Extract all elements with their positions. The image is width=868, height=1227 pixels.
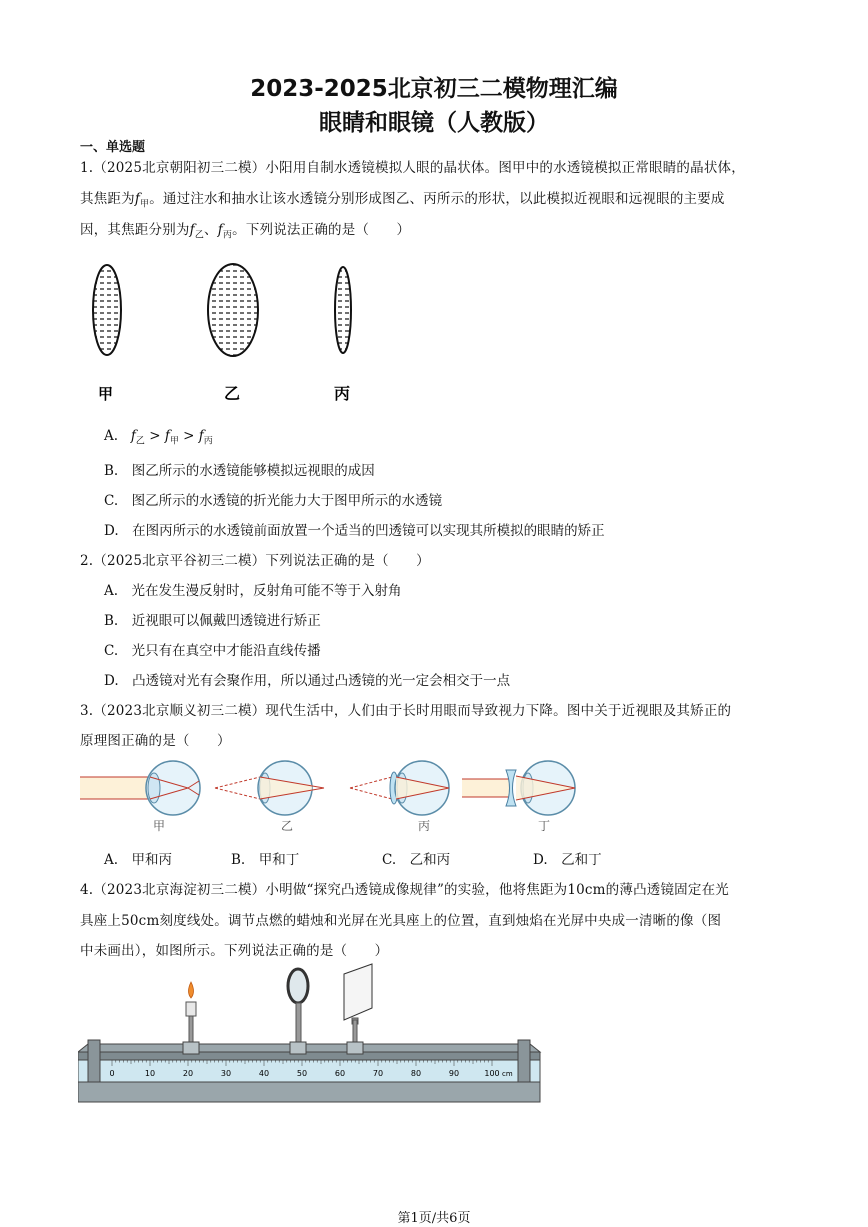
q3-stem-line2: 原理图正确的是（ ） [80,733,231,749]
lens-bing [335,267,351,353]
figure-label-jia: 甲 [153,819,166,833]
subscript: 丙 [203,436,213,447]
subscript: 甲 [169,436,179,447]
q3-stem-line1: 3.（2023北京顺义初三二模）现代生活中，人们由于长时用眼而导致视力下降。图中关于近视眼及其矫正的 [80,703,732,719]
scale-unit: cm [502,1070,513,1078]
option-letter: A. [104,428,119,444]
eye-diagram-ding [462,761,575,815]
scale-label: 20 [182,1069,194,1078]
focal-symbol: f [189,222,195,238]
subscript: 甲 [140,199,150,210]
q4-stem-line1: 4.（2023北京海淀初三二模）小明做“探究凸透镜成像规律”的实验，他将焦距为10cm的薄凸透镜固定在光 [80,882,729,898]
scale-label: 70 [372,1069,384,1078]
focal-symbol: f [198,428,204,444]
focal-symbol: f [164,428,170,444]
figure-label-bing: 丙 [418,819,431,833]
scale-label: 40 [258,1069,270,1078]
q1-lens-figure [85,262,375,412]
q1-text: 。下列说法正确的是（ ） [232,222,411,238]
eye-diagram-bing [350,761,449,815]
focal-symbol: f [217,222,223,238]
q1-stem-line3 [80,218,410,241]
figure-label-ding: 丁 [538,819,551,833]
q1-stem-line2 [80,187,725,210]
q1-text: 。通过注水和抽水让该水透镜分别形成图乙、丙所示的形状，以此模拟近视眼和远视眼的主要成 [149,191,725,207]
figure-label-yi: 乙 [281,819,294,833]
q2-stem: 2.（2025北京平谷初三二模）下列说法正确的是（ ） [80,553,430,569]
scale-label: 90 [448,1069,460,1078]
focal-symbol: f [134,191,141,207]
scale-label: 30 [220,1069,232,1078]
flame-icon [189,982,194,998]
q3-option-b[interactable]: B. 甲和丁 [231,852,300,868]
page-title-line1: 2023-2025北京初三二模物理汇编 [250,76,618,102]
q1-option-c[interactable]: C. 图乙所示的水透镜的折光能力大于图甲所示的水透镜 [104,493,443,509]
q1-text: 其焦距为 [80,191,135,207]
figure-label-jia: 甲 [98,385,114,403]
subscript: 乙 [194,230,205,241]
scale-label: 100 [484,1069,500,1078]
lens-yi [208,264,258,356]
q4-stem-line3: 中未画出），如图所示。下列说法正确的是（ ） [80,943,389,959]
focal-symbol: f [130,428,136,444]
gt-sign: > [178,428,199,444]
q1-text: 因，其焦距分别为 [80,222,190,238]
q2-option-d[interactable]: D. 凸透镜对光有会聚作用，所以通过凸透镜的光一定会相交于一点 [104,673,511,689]
q4-stem-line2: 具座上50cm刻度线处。调节点燃的蜡烛和光屏在光具座上的位置，直到烛焰在光屏中央成一清晰的像（图 [80,913,722,929]
eye-diagram-yi [215,761,324,815]
section-heading: 一、单选题 [80,140,146,155]
candle [186,982,196,1042]
q3-eye-figure [80,755,590,835]
gt-sign: > [144,428,165,444]
optical-bench-figure [78,962,544,1108]
eye-diagram-jia [80,761,200,815]
q1-option-d[interactable]: D. 在图丙所示的水透镜前面放置一个适当的凹透镜可以实现其所模拟的眼睛的矫正 [104,523,605,539]
q1-text: 、 [204,222,218,238]
scale-label: 60 [334,1069,346,1078]
scale-label: 50 [296,1069,308,1078]
q2-option-c[interactable]: C. 光只有在真空中才能沿直线传播 [104,643,321,659]
q2-option-b[interactable]: B. 近视眼可以佩戴凹透镜进行矫正 [104,613,321,629]
scale-label: 80 [410,1069,422,1078]
scale-label: 0 [109,1069,115,1078]
scale-label: 10 [144,1069,156,1078]
figure-label-yi: 乙 [224,384,241,403]
q1-stem-line1: 1.（2025北京朝阳初三二模）小阳用自制水透镜模拟人眼的晶状体。图甲中的水透镜模拟正常眼睛的晶状体， [80,160,745,176]
page-title-line2: 眼睛和眼镜（人教版） [319,110,549,136]
q1-option-a[interactable] [104,428,213,447]
subscript: 丙 [222,230,233,241]
figure-label-bing: 丙 [334,384,351,403]
subscript: 乙 [135,436,145,447]
q3-option-c[interactable]: C. 乙和丙 [382,852,451,868]
light-screen [344,964,372,1044]
q1-option-b[interactable]: B. 图乙所示的水透镜能够模拟远视眼的成因 [104,463,375,479]
q2-option-a[interactable]: A. 光在发生漫反射时，反射角可能不等于入射角 [104,583,402,599]
page-number: 第1页/共6页 [397,1211,471,1226]
lens-jia [93,265,121,355]
q3-option-a[interactable]: A. 甲和丙 [104,852,173,868]
q3-option-d[interactable]: D. 乙和丁 [533,852,602,868]
convex-lens [288,969,308,1043]
